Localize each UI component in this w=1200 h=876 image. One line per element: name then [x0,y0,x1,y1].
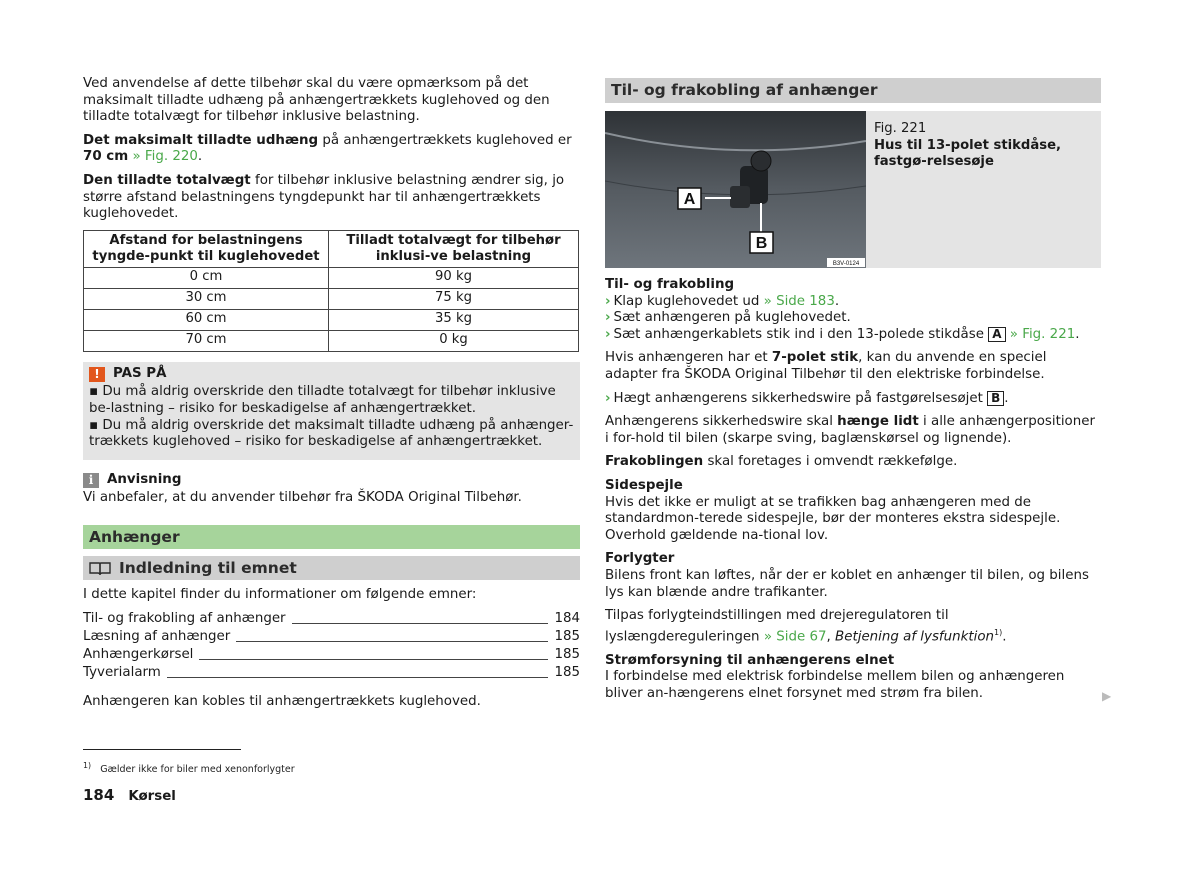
wire-paragraph: Anhængerens sikkerhedswire skal hænge lidt i alle anhængerpositioner i for-hold til bilen (skarpe sving, baglænskørsel og lignende). [605,414,1095,446]
step-item: › Hægt anhængerens sikkerhedswire på fastgørelsesøjet B . [605,390,1009,406]
figure-code: B3V-0124 [832,261,860,267]
step-item: › Klap kuglehovedet ud » Side 183. [605,293,840,309]
forlygter-title: Forlygter [605,551,675,567]
warning-box [83,362,580,460]
table-header: Afstand for belastningens tyngde-punkt til kuglehovedet [84,230,329,267]
figure-caption-text: Hus til 13-polet stikdåse, fastgø-relsesøje [874,137,1062,170]
table-cell: 90 kg [329,267,579,288]
warning-title: PAS PÅ [113,365,167,381]
table-cell: 70 cm [84,330,329,351]
section-name: Kørsel [128,789,176,804]
warning-icon: ! [89,367,105,382]
figure-image [605,111,866,268]
section-title: Anhænger [83,525,580,549]
table-cell: 35 kg [329,309,579,330]
steps [605,277,1101,343]
table-cell: 0 cm [84,267,329,288]
table-cell: 30 cm [84,288,329,309]
side-183-link[interactable]: » Side 183 [763,293,835,309]
toc-item[interactable]: Tyverialarm 185 [83,664,580,680]
figure-221 [605,111,1101,268]
toc-item[interactable]: Læsning af anhænger 185 [83,628,580,644]
right-column [605,78,1101,710]
forlygter-text: Bilens front kan løftes, når der er koblet en anhænger til bilen, og bilens lys kan blænde andre trafikanter. [605,567,1089,600]
power-text: I forbindelse med elektrisk forbindelse mellem bilen og anhængeren bliver an-hængerens elnet forsynet med strøm fra bilen. [605,669,1065,701]
toc-intro: I dette kapitel finder du informationer om følgende emner: [83,586,477,602]
note-box [83,472,580,507]
adapter-paragraph: Hvis anhængeren har et 7-polet stik, kan du anvende en speciel adapter fra ŠKODA Original Tilbehør til den elektriske forbindelse. [605,350,1047,382]
table-cell: 75 kg [329,288,579,309]
table-cell: 60 cm [84,309,329,330]
power-title: Strømforsyning til anhængerens elnet [605,652,895,668]
label-b: B [755,235,768,252]
sidespejle-title: Sidespejle [605,477,683,493]
figure-caption [866,111,1101,268]
table-header: Tilladt totalvægt for tilbehør inklusi-ve belastning [329,230,579,267]
totalweight-paragraph: Den tilladte totalvægt for tilbehør inklusive belastning ændrer sig, jo større afstand belastningens tyngdepunkt har til anhængertrækkets kuglehovedet. [83,172,565,222]
left-column [83,76,580,717]
note-text: Vi anbefaler, at du anvender tilbehør fra ŠKODA Original Tilbehør. [83,490,522,506]
step-item: › Sæt anhængeren på kuglehovedet. [605,310,851,326]
side-67-link[interactable]: » Side 67 [763,629,827,645]
warning-item: ▪ Du må aldrig overskride den tilladte totalvægt for tilbehør inklusive be-lastning – risiko for beskadigelse af anhængertrækket. [89,384,556,416]
toc-item[interactable]: Anhængerkørsel 185 [83,646,580,662]
forlygter-text-2: Tilpas forlygteindstillingen med drejeregulatoren til lyslængdereguleringen » Side 67, Betjening af lysfunktion$^{1)}$. [605,608,1007,645]
warning-item: ▪ Du må aldrig overskride det maksimalt tilladte udhæng på anhænger-trækkets kuglehoved – risiko for beskadigelse af anhængertrækket. [89,417,574,450]
note-title: Anvisning [107,471,182,487]
fig-221-link[interactable]: » Fig. 221 [1009,326,1076,342]
overhang-paragraph: Det maksimalt tilladte udhæng på anhængertrækkets kuglehoved er 70 cm » Fig. 220. [83,132,572,165]
towbar-illustration [605,111,866,268]
frakobling-paragraph: Frakoblingen skal foretages i omvendt rækkefølge. [605,454,958,470]
right-heading: Til- og frakobling af anhænger [605,78,1101,103]
book-icon [89,561,111,575]
table-row [84,267,579,288]
page-footer [83,787,176,806]
info-icon: i [83,473,99,488]
table-row [84,309,579,330]
table-cell: 0 kg [329,330,579,351]
subsection-title: Indledning til emnet [83,556,580,580]
steps-title: Til- og frakobling [605,277,735,292]
continue-arrow-icon: ▶ [1102,689,1112,703]
sidespejle-text: Hvis det ikke er muligt at se trafikken bag anhængeren med de standardmon-terede sidespejle, bør der monteres ekstra sidespejle. Overhold gældende na-tional lov. [605,494,1061,543]
closing-paragraph: Anhængeren kan kobles til anhængertrækkets kuglehoved. [83,693,481,709]
toc-item[interactable]: Til- og frakobling af anhænger 184 [83,610,580,626]
table-row [84,288,579,309]
footnote: $^{1)}$ Gælder ikke for biler med xenonforlygter [83,761,295,776]
load-table [83,230,579,352]
table-header-row [84,230,579,267]
toc-list [83,610,580,682]
footnote-divider [83,749,241,750]
step-item: › Sæt anhængerkablets stik ind i den 13-polede stikdåse A » Fig. 221. [605,326,1080,342]
fig-220-link[interactable]: » Fig. 220 [132,149,198,165]
label-a: A [683,191,696,208]
figure-number: Fig. 221 [874,121,927,136]
page-number: 184 [83,786,115,804]
intro-paragraph: Ved anvendelse af dette tilbehør skal du være opmærksom på det maksimalt tilladte udhæng på anhængertrækkets kuglehoved og den tilladte totalvægt for tilbehør inklusive belastning. [83,76,550,125]
table-row [84,330,579,351]
